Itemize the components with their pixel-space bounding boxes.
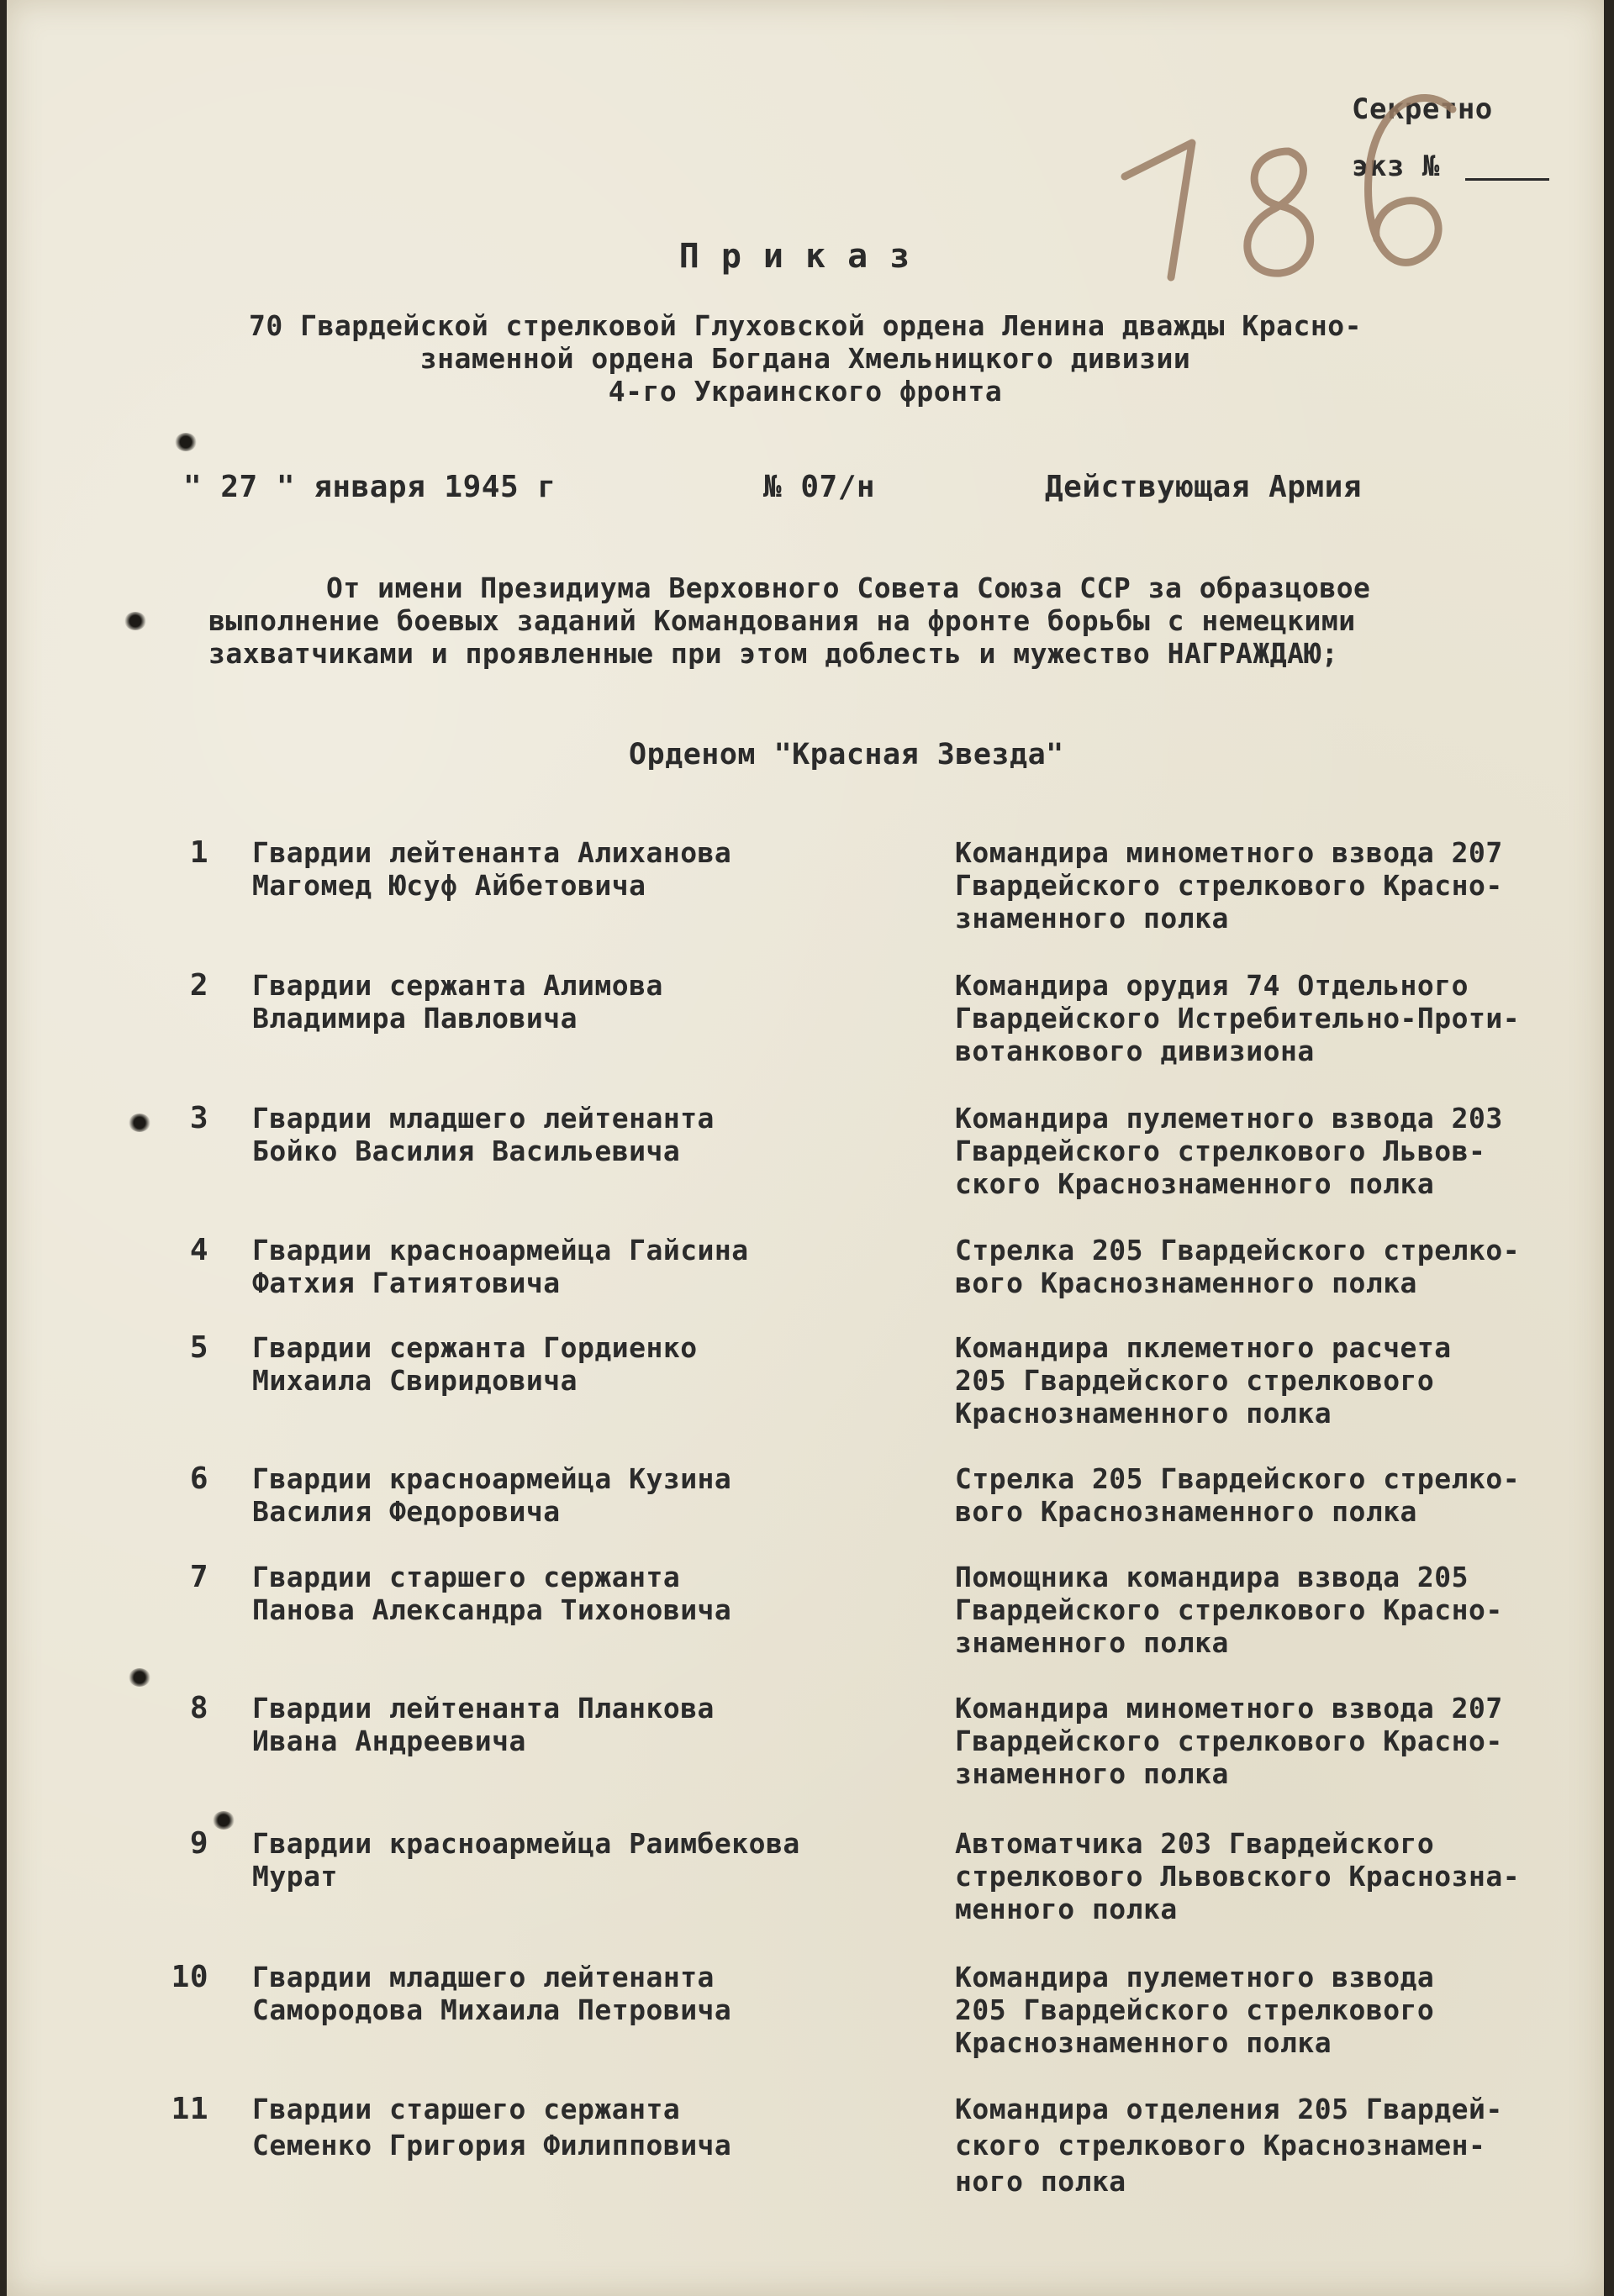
entry-9-index: 9 xyxy=(189,1826,208,1861)
document-title: Приказ xyxy=(678,237,932,276)
entry-4-position-line-2: вого Краснознаменного полка xyxy=(955,1266,1417,1299)
entry-11-position-line-1: Командира отделения 205 Гвардей- xyxy=(955,2093,1503,2125)
punch-hole xyxy=(213,1811,235,1830)
entry-8-name-line-1: Гвардии лейтенанта Планкова xyxy=(252,1692,715,1725)
order-date: " 27 " января 1945 г xyxy=(183,470,556,504)
entry-1-name-line-1: Гвардии лейтенанта Алиханова xyxy=(252,836,732,869)
entry-2-name-line-2: Владимира Павловича xyxy=(252,1002,578,1035)
entry-3-name-line-1: Гвардии младшего лейтенанта xyxy=(252,1102,715,1135)
punch-hole xyxy=(129,1668,150,1687)
entry-6-index: 6 xyxy=(189,1461,208,1496)
secret-label: Секретно xyxy=(1352,92,1493,126)
entry-5-position-line-1: Командира пклеметного расчета xyxy=(955,1331,1452,1364)
entry-11-name-line-1: Гвардии старшего сержанта xyxy=(252,2093,681,2125)
entry-9-name-line-2: Мурат xyxy=(252,1860,338,1893)
entry-6-position-line-1: Стрелка 205 Гвардейского стрелко- xyxy=(955,1462,1521,1495)
entry-10-position-line-2: 205 Гвардейского стрелкового xyxy=(955,1993,1435,2026)
unit-line-3: 4-го Украинского фронта xyxy=(608,375,1003,408)
entry-3-position-line-3: ского Краснознаменного полка xyxy=(955,1167,1435,1200)
entry-4-name-line-2: Фатхия Гатиятовича xyxy=(252,1266,561,1299)
entry-9-position-line-1: Автоматчика 203 Гвардейского xyxy=(955,1827,1435,1860)
entry-2-name-line-1: Гвардии сержанта Алимова xyxy=(252,969,663,1002)
entry-10-name-line-2: Самородова Михаила Петровича xyxy=(252,1993,732,2026)
entry-2-position-line-2: Гвардейского Истребительно-Проти- xyxy=(955,1002,1521,1035)
entry-1-name-line-2: Магомед Юсуф Айбетовича xyxy=(252,869,646,902)
copy-number-label: экз № xyxy=(1352,150,1440,183)
entry-1-position-line-3: знаменного полка xyxy=(955,902,1229,935)
order-place: Действующая Армия xyxy=(1045,470,1362,504)
entry-7-position-line-2: Гвардейского стрелкового Красно- xyxy=(955,1593,1503,1626)
entry-4-position-line-1: Стрелка 205 Гвардейского стрелко- xyxy=(955,1234,1521,1266)
intro-line-3: захватчиками и проявленные при этом доблесть и мужество НАГРАЖДАЮ; xyxy=(208,637,1339,670)
award-heading: Орденом "Красная Звезда" xyxy=(629,738,1064,771)
copy-number-line xyxy=(1465,178,1549,181)
entry-7-index: 7 xyxy=(189,1560,208,1594)
entry-7-position-line-3: знаменного полка xyxy=(955,1626,1229,1659)
entry-9-position-line-2: стрелкового Львовского Краснозна- xyxy=(955,1860,1521,1893)
entry-3-index: 3 xyxy=(189,1101,208,1135)
order-number: № 07/н xyxy=(763,470,876,504)
entry-3-position-line-2: Гвардейского стрелкового Львов- xyxy=(955,1135,1486,1167)
entry-10-position-line-3: Краснознаменного полка xyxy=(955,2026,1332,2059)
entry-8-name-line-2: Ивана Андреевича xyxy=(252,1725,526,1757)
entry-6-name-line-1: Гвардии красноармейца Кузина xyxy=(252,1462,732,1495)
entry-8-position-line-1: Командира минометного взвода 207 xyxy=(955,1692,1503,1725)
entry-10-name-line-1: Гвардии младшего лейтенанта xyxy=(252,1961,715,1993)
entry-11-position-line-2: ского стрелкового Краснознамен- xyxy=(955,2129,1486,2162)
entry-4-name-line-1: Гвардии красноармейца Гайсина xyxy=(252,1234,749,1266)
punch-hole xyxy=(175,433,197,451)
entry-5-index: 5 xyxy=(189,1330,208,1365)
entry-7-name-line-1: Гвардии старшего сержанта xyxy=(252,1561,681,1593)
entry-6-position-line-2: вого Краснознаменного полка xyxy=(955,1495,1417,1528)
entry-3-position-line-1: Командира пулеметного взвода 203 xyxy=(955,1102,1503,1135)
entry-3-name-line-2: Бойко Василия Васильевича xyxy=(252,1135,681,1167)
entry-11-index: 11 xyxy=(171,2092,208,2126)
unit-line-2: знаменной ордена Богдана Хмельницкого дивизии xyxy=(419,342,1191,375)
entry-8-index: 8 xyxy=(189,1691,208,1725)
entry-1-index: 1 xyxy=(189,835,208,870)
entry-11-position-line-3: ного полка xyxy=(955,2165,1126,2198)
intro-line-1: От имени Президиума Верховного Совета Союза ССР за образцовое xyxy=(326,571,1371,604)
entry-9-position-line-3: менного полка xyxy=(955,1893,1178,1925)
entry-11-name-line-2: Семенко Григория Филипповича xyxy=(252,2129,732,2162)
entry-2-position-line-3: вотанкового дивизиона xyxy=(955,1035,1315,1067)
entry-10-index: 10 xyxy=(171,1960,208,1994)
entry-2-index: 2 xyxy=(189,968,208,1003)
entry-5-position-line-2: 205 Гвардейского стрелкового xyxy=(955,1364,1435,1397)
document-page xyxy=(7,0,1604,2296)
entry-4-index: 4 xyxy=(189,1233,208,1267)
entry-5-position-line-3: Краснознаменного полка xyxy=(955,1397,1332,1430)
entry-5-name-line-2: Михаила Свиридовича xyxy=(252,1364,578,1397)
entry-2-position-line-1: Командира орудия 74 Отдельного xyxy=(955,969,1469,1002)
entry-1-position-line-1: Командира минометного взвода 207 xyxy=(955,836,1503,869)
entry-9-name-line-1: Гвардии красноармейца Раимбекова xyxy=(252,1827,800,1860)
punch-hole xyxy=(129,1114,150,1132)
entry-7-position-line-1: Помощника командира взвода 205 xyxy=(955,1561,1469,1593)
unit-line-1: 70 Гвардейской стрелковой Глуховской ордена Ленина дважды Красно- xyxy=(249,309,1362,342)
entry-1-position-line-2: Гвардейского стрелкового Красно- xyxy=(955,869,1503,902)
entry-8-position-line-2: Гвардейского стрелкового Красно- xyxy=(955,1725,1503,1757)
entry-6-name-line-2: Василия Федоровича xyxy=(252,1495,561,1528)
punch-hole xyxy=(124,612,146,630)
entry-10-position-line-1: Командира пулеметного взвода xyxy=(955,1961,1435,1993)
entry-8-position-line-3: знаменного полка xyxy=(955,1757,1229,1790)
intro-line-2: выполнение боевых заданий Командования на фронте борьбы с немецкими xyxy=(208,604,1356,637)
entry-5-name-line-1: Гвардии сержанта Гордиенко xyxy=(252,1331,698,1364)
entry-7-name-line-2: Панова Александра Тихоновича xyxy=(252,1593,732,1626)
